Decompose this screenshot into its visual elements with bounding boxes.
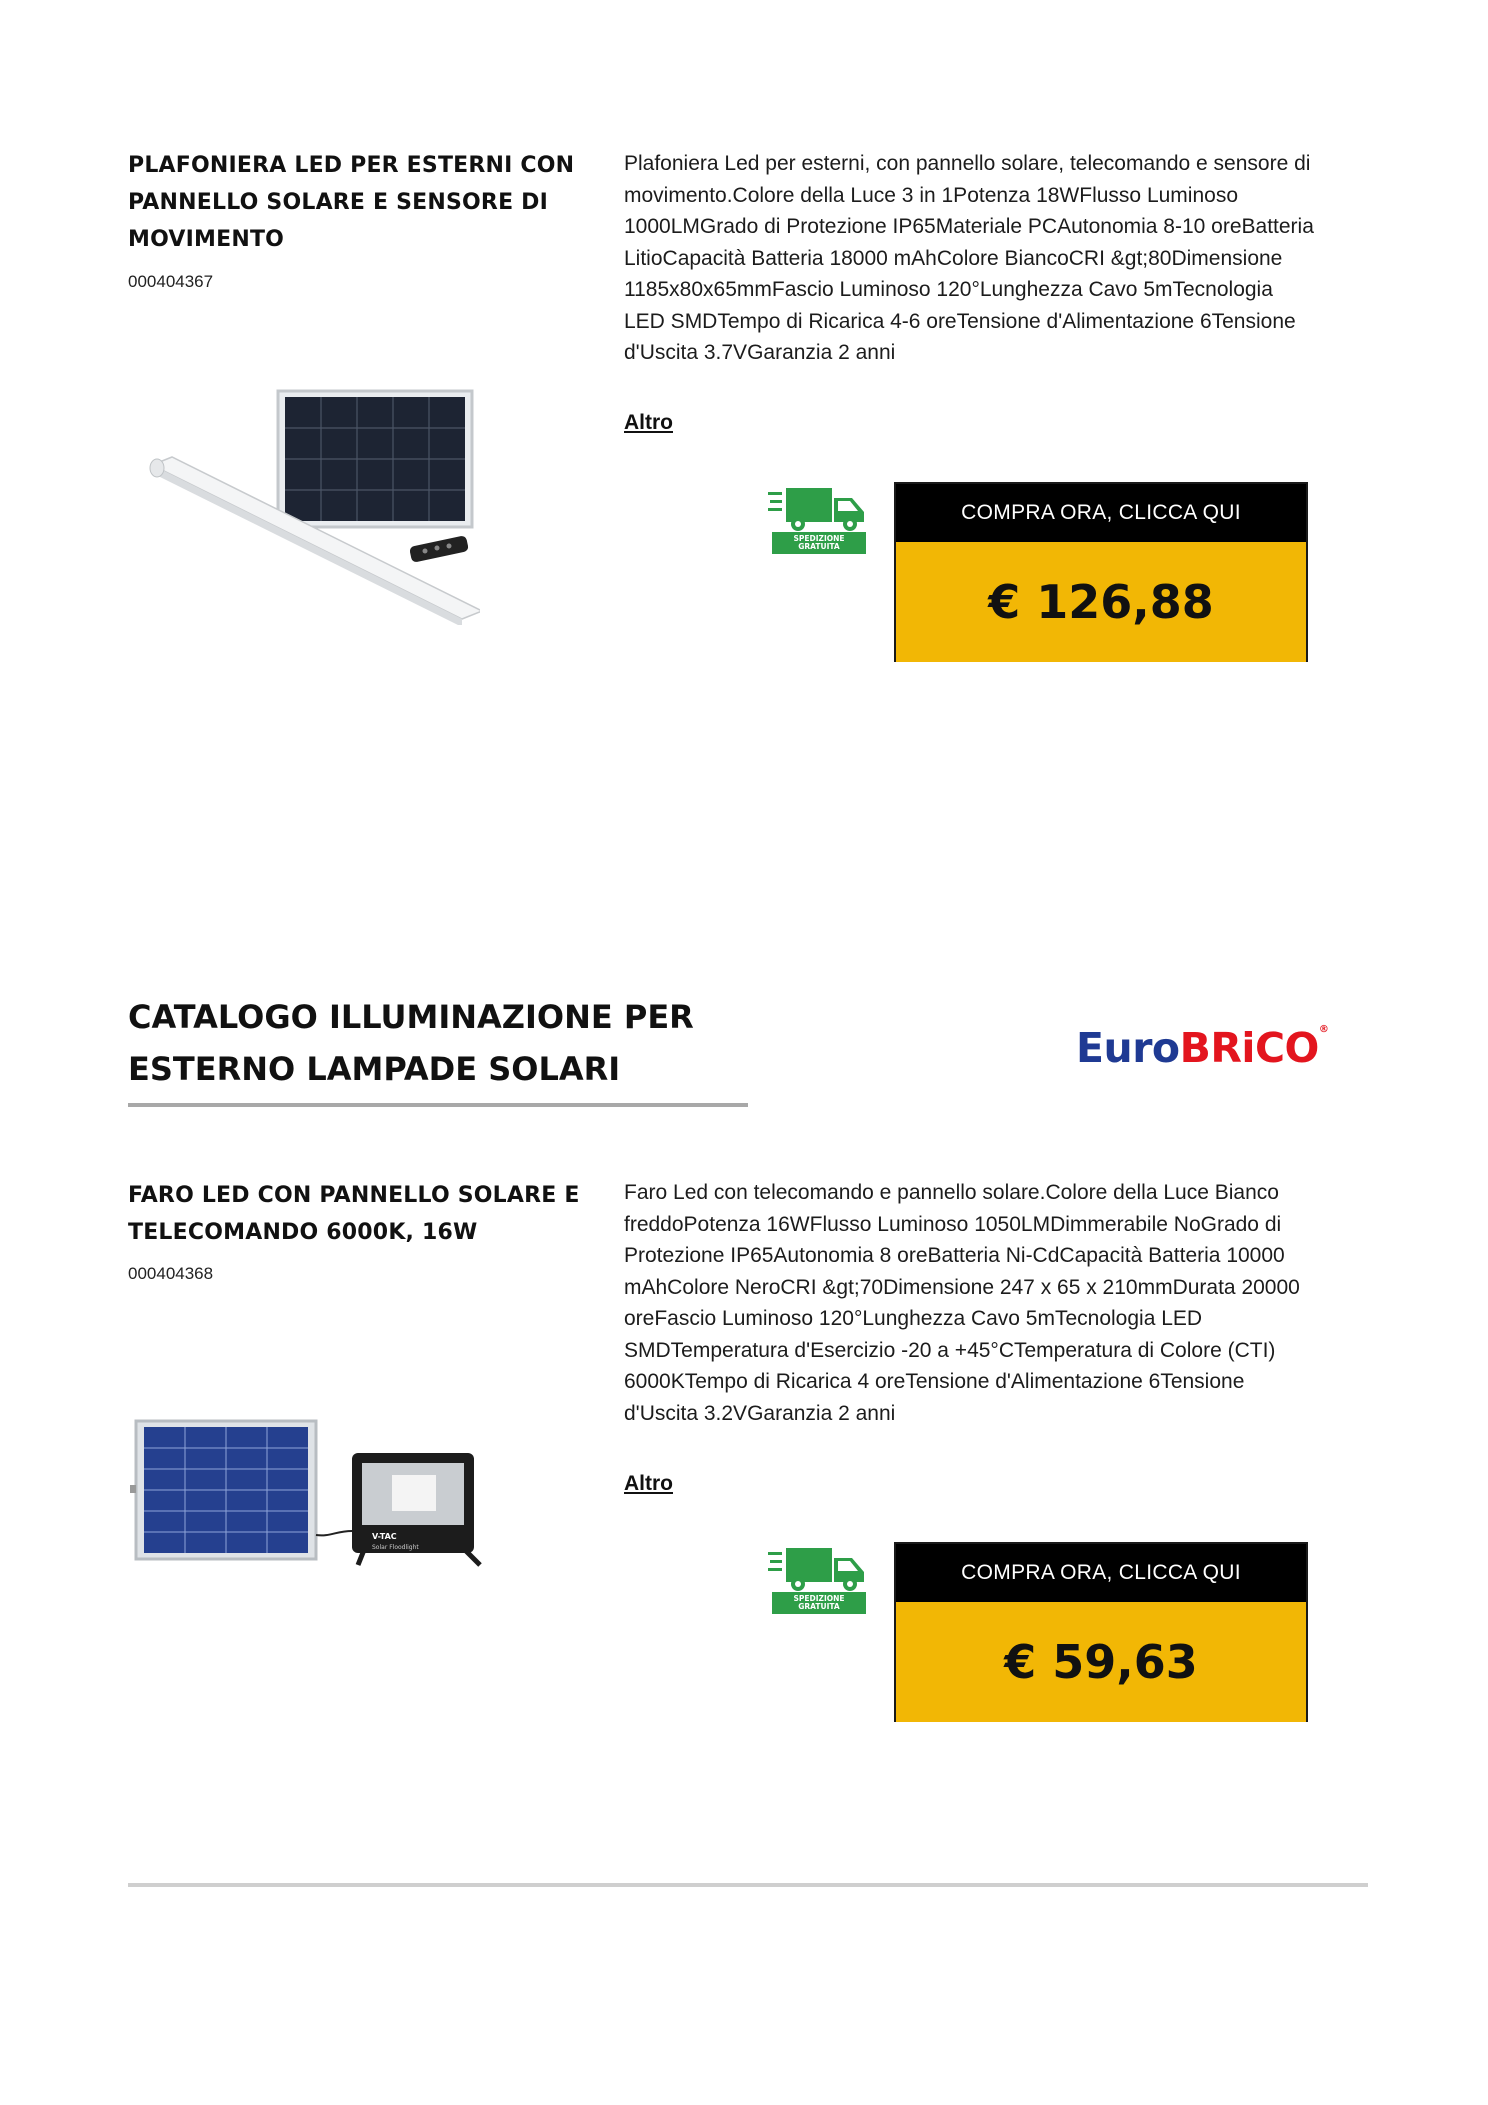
free-shipping-badge: [768, 486, 870, 556]
price[interactable]: € 59,63: [896, 1602, 1306, 1722]
product-title: PLAFONIERA LED PER ESTERNI CON PANNELLO SOLARE E SENSORE DI MOVIMENTO: [128, 153, 575, 252]
free-shipping-label: SPEDIZIONE GRATUITA: [793, 534, 845, 551]
product-image: [130, 1415, 490, 1575]
floodlight-with-solar-panel-image: [130, 1415, 490, 1575]
logo-brico: BRiCO: [1179, 1024, 1319, 1072]
logo-euro: Euro: [1076, 1024, 1180, 1072]
product-code: 000404367: [128, 272, 214, 291]
floodlight-caption: Solar Floodlight: [372, 1544, 419, 1551]
product-description: Plafoniera Led per esterni, con pannello solare, telecomando e sensore di movimento.Colore della Luce 3 in 1Potenza 18WFlusso Luminoso 1000LMGrado di Protezione IP65Materiale PCAutonomia 8-10 oreBatteria LitioCapacità Batteria 18000 mAhColore BiancoCRI &gt;80Dimensione 1185x80x65mmFascio Luminoso 120°Lunghezza Cavo 5mTecnologia LED SMDTempo di Ricarica 4-6 oreTensione d'Alimentazione 6Tensione d'Uscita 3.7VGaranzia 2 anni: [624, 152, 1314, 364]
price[interactable]: € 126,88: [896, 542, 1306, 662]
more-link[interactable]: Altro: [624, 411, 673, 434]
free-shipping-label: SPEDIZIONE GRATUITA: [793, 1594, 845, 1611]
buy-cta-label[interactable]: COMPRA ORA, CLICCA QUI: [896, 1544, 1306, 1602]
product-image: [140, 375, 480, 625]
section-title: CATALOGO ILLUMINAZIONE PER ESTERNO LAMPADE SOLARI: [128, 998, 694, 1088]
more-link[interactable]: Altro: [624, 1472, 673, 1495]
floodlight-brand: V-TAC: [372, 1532, 397, 1541]
product-description: Faro Led con telecomando e pannello solare.Colore della Luce Bianco freddoPotenza 16WFlusso Luminoso 1050LMDimmerabile NoGrado di Protezione IP65Autonomia 8 oreBatteria Ni-CdCapacità Batteria 10000 mAhColore NeroCRI &gt;70Dimensione 247 x 65 x 210mmDurata 20000 oreFascio Luminoso 120°Lunghezza Cavo 5mTecnologia LED SMDTemperatura d'Esercizio -20 a +45°CTemperatura di Colore (CTI) 6000KTempo di Ricarica 4 oreTensione d'Alimentazione 6Tensione d'Uscita 3.2VGaranzia 2 anni: [624, 1181, 1300, 1425]
product-code: 000404368: [128, 1264, 214, 1283]
section-title-underline: [128, 1103, 748, 1107]
buy-cta-label[interactable]: COMPRA ORA, CLICCA QUI: [896, 484, 1306, 542]
logo-registered-mark: ®: [1318, 1024, 1329, 1035]
buy-button[interactable]: [894, 482, 1308, 662]
buy-button[interactable]: [894, 1542, 1308, 1722]
page-divider: [128, 1883, 1368, 1887]
free-shipping-badge: [768, 1546, 870, 1616]
led-ceiling-light-with-solar-panel-image: [140, 375, 480, 625]
eurobrico-logo: [1076, 1024, 1328, 1072]
product-title: FARO LED CON PANNELLO SOLARE E TELECOMANDO 6000K, 16W: [128, 1183, 580, 1245]
